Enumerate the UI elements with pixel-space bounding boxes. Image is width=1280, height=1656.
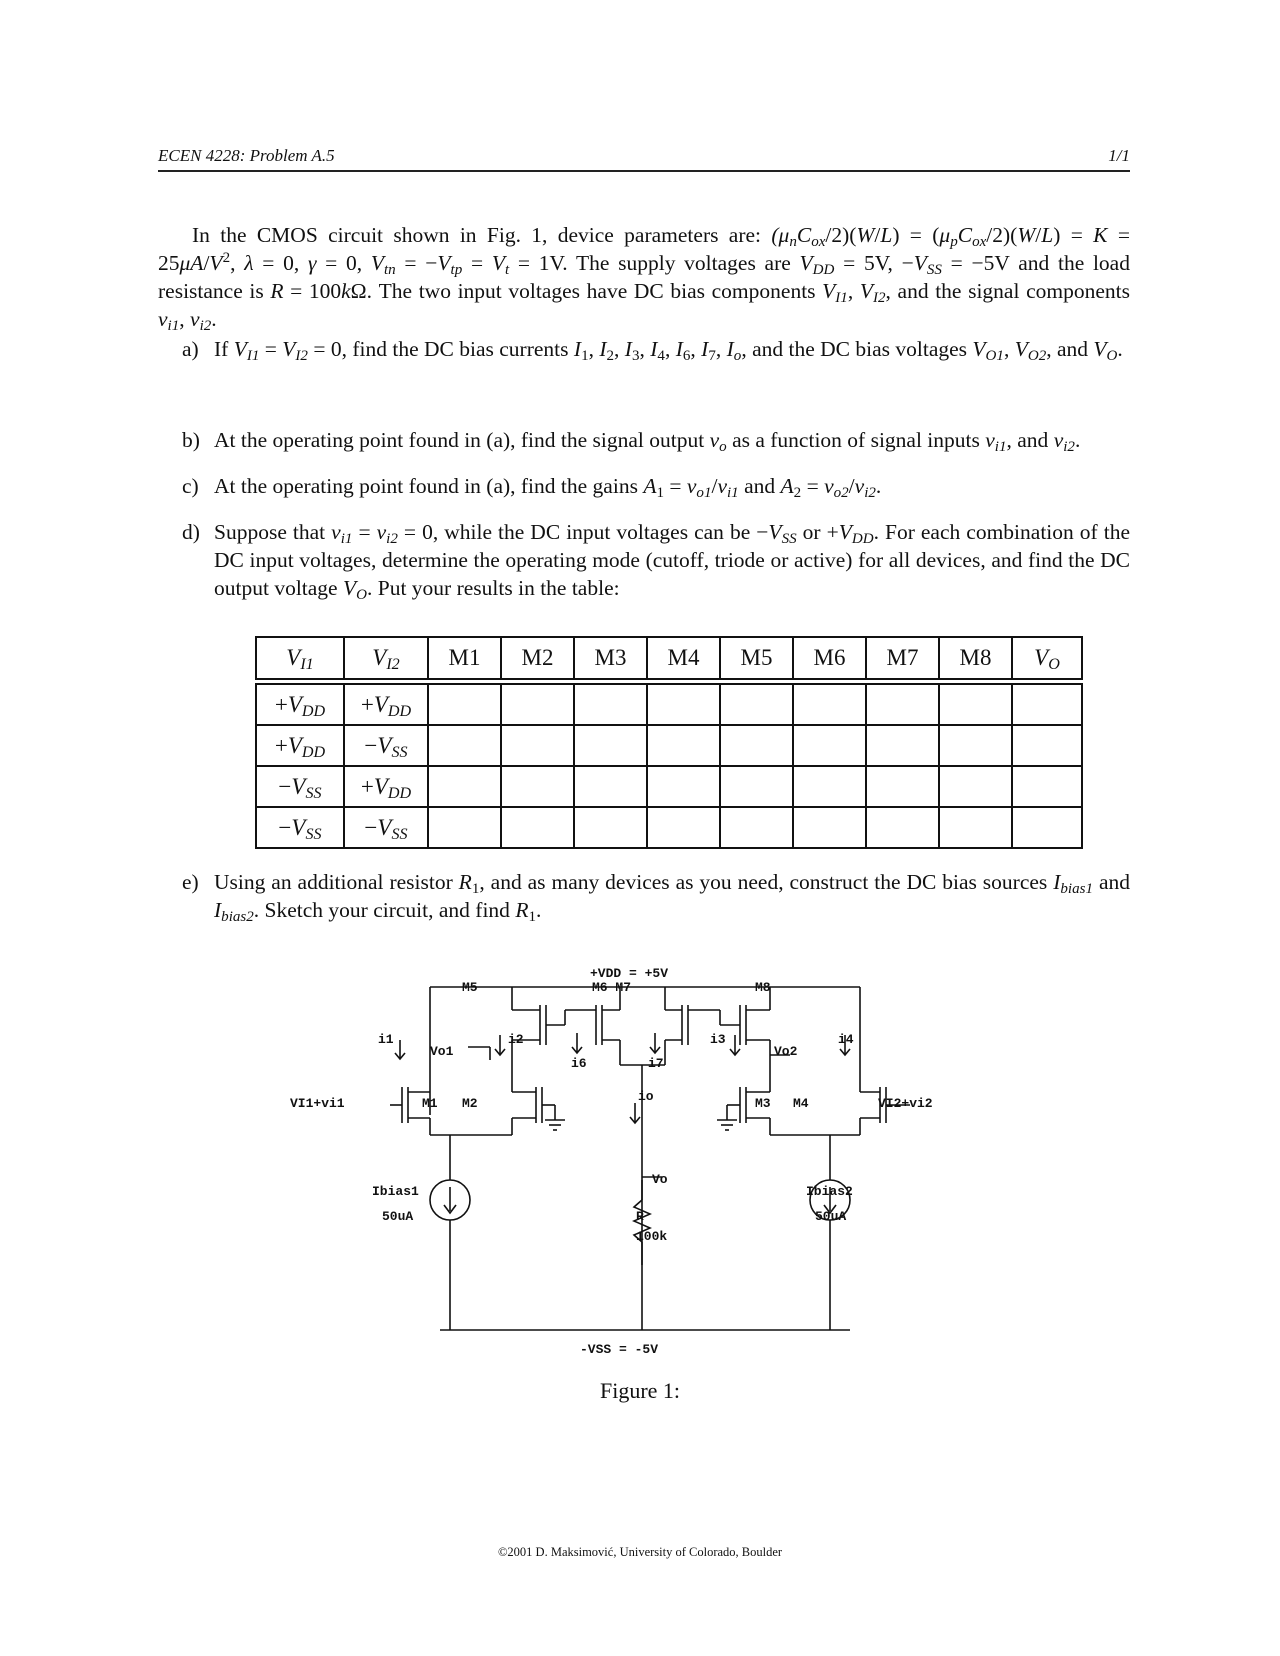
figure-caption: Figure 1: (599, 1378, 681, 1403)
label-vo2: Vo2 (774, 1044, 798, 1059)
header-m8: M8 (939, 637, 1012, 679)
label-ibias2: Ibias2 (806, 1184, 853, 1199)
label-vo1: Vo1 (430, 1044, 454, 1059)
table-row: $-V_{SS}$ $+V_{DD}$ (256, 766, 1082, 807)
results-table (255, 636, 1083, 849)
label-ibias1: Ibias1 (372, 1184, 419, 1199)
circuit-figure (290, 955, 1010, 1365)
header-m3: M3 (574, 637, 647, 679)
header-page-number: 1/1 (1108, 146, 1130, 165)
question-a: a) If $V_{I1} = V_{I2} = 0$, find the DC bias currents $I_1$, $I_2$, $I_3$, $I_4$, $I_6$, $I_7$, $I_o$, and the DC bias voltages $V_{O1}$, $V_{O2}$, and $V_O$. (182, 337, 1123, 364)
label-m1: M1 (422, 1096, 438, 1111)
label-io: io (638, 1089, 654, 1104)
label-m6m7: M6 M7 (592, 980, 632, 995)
label-m2: M2 (462, 1096, 478, 1111)
label-m3: M3 (755, 1096, 771, 1111)
label-r: R (636, 1209, 644, 1224)
label-input-2: VI2+vi2 (878, 1096, 933, 1111)
label-vss: -VSS = -5V (580, 1342, 659, 1357)
table-header-row (256, 637, 1082, 679)
problem-intro: In the CMOS circuit shown in Fig. 1, device parameters are: $(\mu_nC_{ox}/2)(W/L) = (\mu_pC_{ox}/2)(W/L) = K = 25\mu A/V^2$, λ = 0, γ = 0, $V_{tn} = -V_{tp} = V_t = 1V$. The supply voltages are $V_{DD} = 5V$, $-V_{SS} = -5V$ and the load resistance is R = 100kΩ. The two input voltages have DC bias components $V_{I1}$, $V_{I2}$, and the signal components $v_{i1}$, $v_{i2}$. (158, 223, 1130, 334)
label-vdd: +VDD = +5V (590, 966, 669, 981)
label-input-1: VI1+vi1 (290, 1096, 345, 1111)
label-m4: M4 (793, 1096, 809, 1111)
header-m7: M7 (866, 637, 939, 679)
label-ibias1-value: 50uA (382, 1209, 414, 1224)
page-header (158, 146, 1130, 172)
label-i6: i6 (571, 1056, 587, 1071)
header-vo: $V_O$ (1012, 637, 1082, 679)
header-course: ECEN 4228: Problem A.5 (158, 146, 335, 165)
header-m2: M2 (501, 637, 574, 679)
label-r-value: 100k (636, 1229, 668, 1244)
label-i4: i4 (838, 1032, 854, 1047)
table-row: $-V_{SS}$ $-V_{SS}$ (256, 807, 1082, 848)
copyright-footer: ©2001 D. Maksimović, University of Colorado, Boulder (497, 1545, 783, 1559)
label-m5: M5 (462, 980, 478, 995)
label-i2: i2 (508, 1032, 524, 1047)
question-e: e) Using an additional resistor $R_1$, and as many devices as you need, construct the DC bias sources $I_{bias1}$ and $I_{bias2}$. Sketch your circuit, and find $R_1$. (182, 870, 1130, 925)
header-m1: M1 (428, 637, 501, 679)
table-row: $+V_{DD}$ $+V_{DD}$ (256, 684, 1082, 725)
header-m6: M6 (793, 637, 866, 679)
question-d: d) Suppose that $v_{i1} = v_{i2} = 0$, while the DC input voltages can be $-V_{SS}$ or $+V_{DD}$. For each combination of the DC input voltages, determine the operating mode (cutoff, triode or active) for all devices, and find the DC output voltage $V_O$. Put your results in the table: (182, 520, 1130, 603)
question-c: c) At the operating point found in (a), find the gains $A_1 = v_{o1}/v_{i1}$ and $A_2 = v_{o2}/v_{i2}$. (182, 474, 882, 501)
header-m5: M5 (720, 637, 793, 679)
label-i1: i1 (378, 1032, 394, 1047)
question-b: b) At the operating point found in (a), find the signal output $v_o$ as a function of signal inputs $v_{i1}$, and $v_{i2}$. (182, 428, 1081, 455)
label-ibias2-value: 50uA (815, 1209, 847, 1224)
header-m4: M4 (647, 637, 720, 679)
table-row: $+V_{DD}$ $-V_{SS}$ (256, 725, 1082, 766)
label-i3: i3 (710, 1032, 726, 1047)
label-i7: i7 (648, 1056, 664, 1071)
header-vi1: $V_{I1}$ (256, 637, 344, 679)
label-m8: M8 (755, 980, 771, 995)
header-vi2: $V_{I2}$ (344, 637, 428, 679)
label-vo: Vo (652, 1172, 668, 1187)
